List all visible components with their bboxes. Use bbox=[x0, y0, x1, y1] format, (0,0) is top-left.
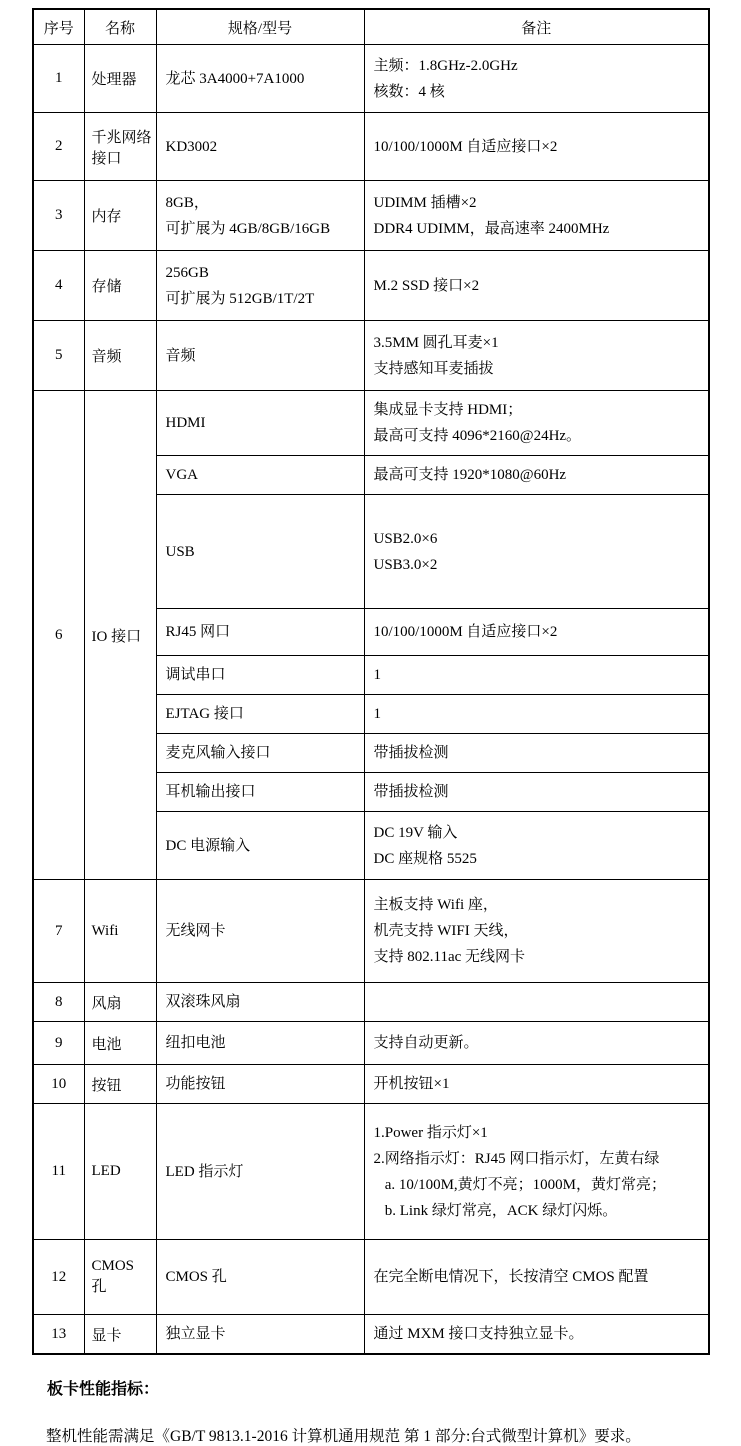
header-cell-name: 名称 bbox=[84, 9, 156, 45]
cell-text-line: HDMI bbox=[165, 415, 206, 431]
cell-spec bbox=[156, 880, 364, 983]
cell-text-line: RJ45 网口 bbox=[165, 624, 231, 640]
cell-notes bbox=[364, 880, 709, 983]
cell-spec bbox=[156, 495, 364, 609]
cell-no: 6 bbox=[33, 391, 84, 880]
cell-spec bbox=[156, 321, 364, 391]
cell-spec bbox=[156, 456, 364, 495]
cell-notes bbox=[364, 773, 709, 812]
cell-text-line: KD3002 bbox=[165, 138, 218, 155]
cell-name: Wifi bbox=[84, 880, 156, 983]
cell-text-line: 主板支持 Wifi 座， bbox=[373, 897, 498, 913]
cell-text-line: EJTAG 接口 bbox=[165, 706, 244, 722]
cell-name: 风扇 bbox=[84, 983, 156, 1022]
cell-text-line: 2.网络指示灯：RJ45 网口指示灯，左黄右绿 bbox=[373, 1150, 660, 1167]
cell-text-line: 音频 bbox=[165, 347, 196, 364]
cell-text-line: a. 10/100M,黄灯不亮；1000M，黄灯常亮； bbox=[373, 1176, 667, 1193]
table-row bbox=[33, 1240, 709, 1315]
table-row bbox=[33, 1104, 709, 1240]
cell-text-line: 麦克风输入接口 bbox=[165, 745, 271, 761]
cell-text-line: DC 19V 输入 bbox=[373, 824, 458, 841]
cell-spec bbox=[156, 45, 364, 113]
cell-no: 13 bbox=[33, 1315, 84, 1355]
cell-name: IO 接口 bbox=[84, 391, 156, 880]
cell-text-line: LED 指示灯 bbox=[165, 1163, 244, 1180]
cell-text-line: 耳机输出接口 bbox=[165, 784, 256, 800]
cell-notes bbox=[364, 734, 709, 773]
table-row bbox=[33, 113, 709, 181]
table-row bbox=[33, 251, 709, 321]
cell-text-line: 10/100/1000M 自适应接口×2 bbox=[373, 624, 558, 640]
cell-no: 11 bbox=[33, 1104, 84, 1240]
cell-notes bbox=[364, 45, 709, 113]
cell-text-line: 1 bbox=[373, 706, 381, 722]
cell-name: 千兆网络接口 bbox=[84, 113, 156, 181]
cell-text-line: USB3.0×2 bbox=[373, 556, 438, 573]
cell-notes bbox=[364, 456, 709, 495]
cell-no: 7 bbox=[33, 880, 84, 983]
cell-text-line: 256GB bbox=[165, 264, 209, 281]
header-cell-no: 序号 bbox=[33, 9, 84, 45]
cell-spec bbox=[156, 1104, 364, 1240]
cell-spec bbox=[156, 609, 364, 656]
cell-spec bbox=[156, 656, 364, 695]
cell-text-line: 10/100/1000M 自适应接口×2 bbox=[373, 138, 558, 155]
cell-text-line: 核数：4 核 bbox=[373, 83, 445, 100]
table-row bbox=[33, 181, 709, 251]
cell-name: 存储 bbox=[84, 251, 156, 321]
cell-text-line: 机壳支持 WIFI 天线， bbox=[373, 923, 519, 939]
section-heading: 板卡性能指标： bbox=[47, 1381, 160, 1398]
table-row bbox=[33, 1315, 709, 1355]
cell-notes bbox=[364, 812, 709, 880]
cell-notes bbox=[364, 609, 709, 656]
cell-text-line: 1 bbox=[373, 667, 381, 683]
cell-no: 2 bbox=[33, 113, 84, 181]
cell-text-line: 支持 802.11ac 无线网卡 bbox=[373, 949, 526, 965]
header-cell-notes: 备注 bbox=[364, 9, 709, 45]
cell-text-line: USB bbox=[165, 543, 195, 560]
cell-text-line: 无线网卡 bbox=[165, 923, 226, 939]
cell-text-line: 支持自动更新。 bbox=[373, 1035, 479, 1051]
cell-spec bbox=[156, 695, 364, 734]
cell-spec bbox=[156, 773, 364, 812]
footer-note: 整机性能需满足《GB/T 9813.1-2016 计算机通用规范 第 1 部分:台式微型计算机》要求。 bbox=[46, 1428, 641, 1445]
cell-name: LED bbox=[84, 1104, 156, 1240]
cell-spec bbox=[156, 1240, 364, 1315]
cell-no: 8 bbox=[33, 983, 84, 1022]
cell-no: 3 bbox=[33, 181, 84, 251]
table-row bbox=[33, 391, 709, 456]
cell-no: 1 bbox=[33, 45, 84, 113]
cell-notes bbox=[364, 1315, 709, 1355]
cell-spec bbox=[156, 812, 364, 880]
cell-text-line: DC 电源输入 bbox=[165, 837, 251, 854]
cell-notes bbox=[364, 1104, 709, 1240]
cell-notes bbox=[364, 181, 709, 251]
cell-spec bbox=[156, 1065, 364, 1104]
cell-text-line: 调试串口 bbox=[165, 667, 226, 683]
cell-name: 显卡 bbox=[84, 1315, 156, 1355]
table-row bbox=[33, 880, 709, 983]
cell-name: 电池 bbox=[84, 1022, 156, 1065]
cell-notes bbox=[364, 495, 709, 609]
header-row bbox=[33, 9, 709, 45]
cell-notes bbox=[364, 1022, 709, 1065]
cell-notes bbox=[364, 656, 709, 695]
cell-spec bbox=[156, 181, 364, 251]
cell-text-line: 最高可支持 4096*2160@24Hz。 bbox=[373, 428, 582, 444]
cell-name: 音频 bbox=[84, 321, 156, 391]
cell-name: 内存 bbox=[84, 181, 156, 251]
cell-text-line: 可扩展为 512GB/1T/2T bbox=[165, 290, 315, 307]
cell-text-line: 集成显卡支持 HDMI； bbox=[373, 402, 523, 418]
cell-text-line: DC 座规格 5525 bbox=[373, 850, 477, 867]
cell-text-line: 主频：1.8GHz-2.0GHz bbox=[373, 57, 518, 74]
spec-table bbox=[32, 8, 710, 1355]
cell-notes bbox=[364, 391, 709, 456]
cell-name: 处理器 bbox=[84, 45, 156, 113]
cell-spec bbox=[156, 1315, 364, 1355]
cell-no: 5 bbox=[33, 321, 84, 391]
cell-notes bbox=[364, 113, 709, 181]
cell-text-line: 纽扣电池 bbox=[165, 1035, 226, 1051]
cell-text-line: USB2.0×6 bbox=[373, 530, 438, 547]
table-row bbox=[33, 1065, 709, 1104]
cell-spec bbox=[156, 113, 364, 181]
cell-notes bbox=[364, 1240, 709, 1315]
cell-text-line: 双滚珠风扇 bbox=[165, 994, 241, 1010]
cell-text-line: VGA bbox=[165, 467, 198, 483]
cell-notes bbox=[364, 1065, 709, 1104]
cell-text-line: 3.5MM 圆孔耳麦×1 bbox=[373, 334, 499, 351]
cell-spec bbox=[156, 734, 364, 773]
cell-text-line: 在完全断电情况下，长按清空 CMOS 配置 bbox=[373, 1269, 649, 1285]
cell-notes bbox=[364, 695, 709, 734]
cell-text-line: 最高可支持 1920*1080@60Hz bbox=[373, 467, 567, 483]
cell-spec bbox=[156, 983, 364, 1022]
cell-name: 按钮 bbox=[84, 1065, 156, 1104]
cell-text-line: 龙芯 3A4000+7A1000 bbox=[165, 70, 305, 87]
cell-spec bbox=[156, 1022, 364, 1065]
cell-text-line: M.2 SSD 接口×2 bbox=[373, 277, 480, 294]
cell-text-line: 功能按钮 bbox=[165, 1076, 226, 1092]
header-cell-spec: 规格/型号 bbox=[156, 9, 364, 45]
cell-text-line: UDIMM 插槽×2 bbox=[373, 194, 477, 211]
table-row bbox=[33, 45, 709, 113]
cell-text-line: 带插拔检测 bbox=[373, 745, 449, 761]
cell-notes bbox=[364, 321, 709, 391]
table-row bbox=[33, 1022, 709, 1065]
cell-text-line: 支持感知耳麦插拔 bbox=[373, 360, 494, 377]
cell-name: CMOS 孔 bbox=[84, 1240, 156, 1315]
cell-no: 9 bbox=[33, 1022, 84, 1065]
cell-text-line: 通过 MXM 接口支持独立显卡。 bbox=[373, 1326, 584, 1342]
cell-notes bbox=[364, 983, 709, 1022]
cell-text-line: 可扩展为 4GB/8GB/16GB bbox=[165, 220, 331, 237]
cell-no: 4 bbox=[33, 251, 84, 321]
cell-text-line: 带插拔检测 bbox=[373, 784, 449, 800]
table-row bbox=[33, 321, 709, 391]
cell-no: 12 bbox=[33, 1240, 84, 1315]
cell-text-line: CMOS 孔 bbox=[165, 1269, 227, 1285]
cell-text-line: 开机按钮×1 bbox=[373, 1076, 450, 1092]
cell-text-line: DDR4 UDIMM，最高速率 2400MHz bbox=[373, 220, 610, 237]
cell-notes bbox=[364, 251, 709, 321]
cell-no: 10 bbox=[33, 1065, 84, 1104]
cell-spec bbox=[156, 391, 364, 456]
cell-text-line: 8GB， bbox=[165, 194, 209, 211]
cell-spec bbox=[156, 251, 364, 321]
cell-text-line: 独立显卡 bbox=[165, 1326, 226, 1342]
cell-text-line: 1.Power 指示灯×1 bbox=[373, 1124, 488, 1141]
cell-text-line: b. Link 绿灯常亮，ACK 绿灯闪烁。 bbox=[373, 1202, 618, 1219]
table-row bbox=[33, 983, 709, 1022]
